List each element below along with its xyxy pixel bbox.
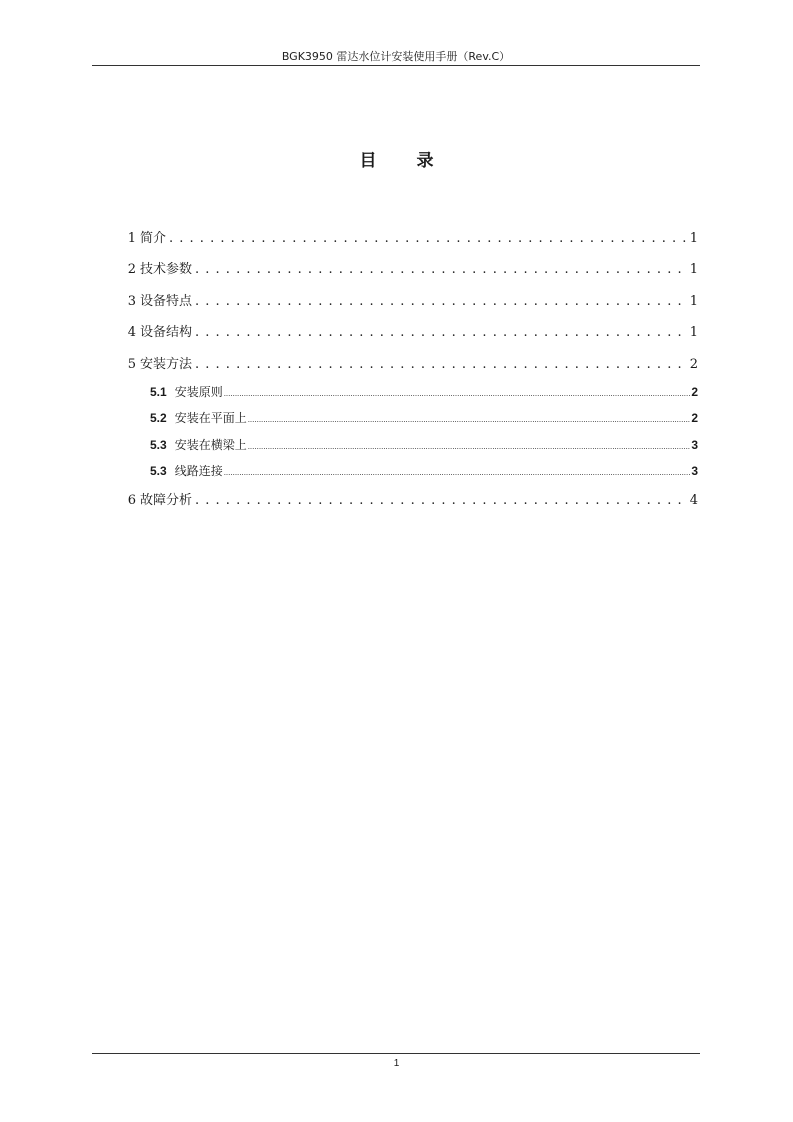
toc-leader-dots [195, 357, 687, 372]
toc-leader-dots [195, 262, 687, 277]
toc-entry-page: 1 [689, 325, 698, 340]
toc-entry-number: 5.3 [150, 438, 167, 452]
toc-entry-label: 安装在平面上 [174, 411, 247, 425]
toc-entry-number: 6 [127, 493, 136, 508]
toc-leader-dots [195, 294, 687, 309]
toc-subentry-wiring[interactable] [150, 462, 698, 479]
toc-entry-number: 5.3 [150, 464, 167, 478]
toc-leader-dots [248, 415, 691, 424]
toc-entry-number: 4 [127, 325, 136, 340]
toc-entry-number: 5 [127, 357, 136, 372]
toc-entry-label: 设备结构 [140, 325, 193, 340]
toc-entry-troubleshooting[interactable] [120, 489, 698, 508]
toc-entry-label: 安装原则 [174, 385, 223, 399]
toc-entry-page: 1 [689, 231, 698, 246]
toc-entry-page: 3 [691, 464, 698, 478]
toc-entry-label: 故障分析 [140, 493, 193, 508]
toc-entry-features[interactable] [120, 290, 698, 309]
toc-entry-number: 5.2 [150, 411, 167, 425]
toc-entry-number: 1 [127, 231, 136, 246]
toc-leader-dots [169, 231, 687, 246]
toc-entry-label: 安装在横梁上 [174, 438, 247, 452]
toc-entry-page: 1 [689, 294, 698, 309]
toc-subentry-crossbeam[interactable] [150, 436, 698, 453]
page-number: 1 [393, 1058, 400, 1069]
toc-entry-label: 设备特点 [140, 294, 193, 309]
toc-entry-installation[interactable] [120, 353, 698, 372]
toc-entry-page: 1 [689, 262, 698, 277]
toc-subentry-principles[interactable] [150, 383, 698, 400]
toc-title: 目录 [359, 151, 474, 171]
toc-leader-dots [195, 493, 687, 508]
toc-entry-label: 技术参数 [140, 262, 193, 277]
toc-leader-dots [195, 325, 687, 340]
toc-subentry-flat-surface[interactable] [150, 409, 698, 426]
toc-entry-page: 2 [691, 411, 698, 425]
toc-entry-page: 4 [689, 493, 698, 508]
toc-entry-number: 5.1 [150, 385, 167, 399]
footer-divider [92, 1053, 700, 1054]
page-header: BGK3950 雷达水位计安装使用手册（Rev.C） [281, 50, 511, 63]
toc-entry-page: 2 [691, 385, 698, 399]
toc-entry-label: 安装方法 [140, 357, 193, 372]
toc-entry-specs[interactable] [120, 258, 698, 277]
header-divider [92, 65, 700, 66]
toc-entry-label: 简介 [140, 231, 167, 246]
toc-entry-number: 2 [127, 262, 136, 277]
toc-entry-page: 2 [689, 357, 698, 372]
toc-leader-dots [248, 442, 691, 451]
toc-entry-page: 3 [691, 438, 698, 452]
toc-entry-intro[interactable] [120, 227, 698, 246]
toc-leader-dots [224, 468, 691, 477]
toc-entry-label: 线路连接 [174, 464, 223, 478]
toc-entry-number: 3 [127, 294, 136, 309]
toc-leader-dots [224, 389, 691, 398]
toc-entry-structure[interactable] [120, 321, 698, 340]
